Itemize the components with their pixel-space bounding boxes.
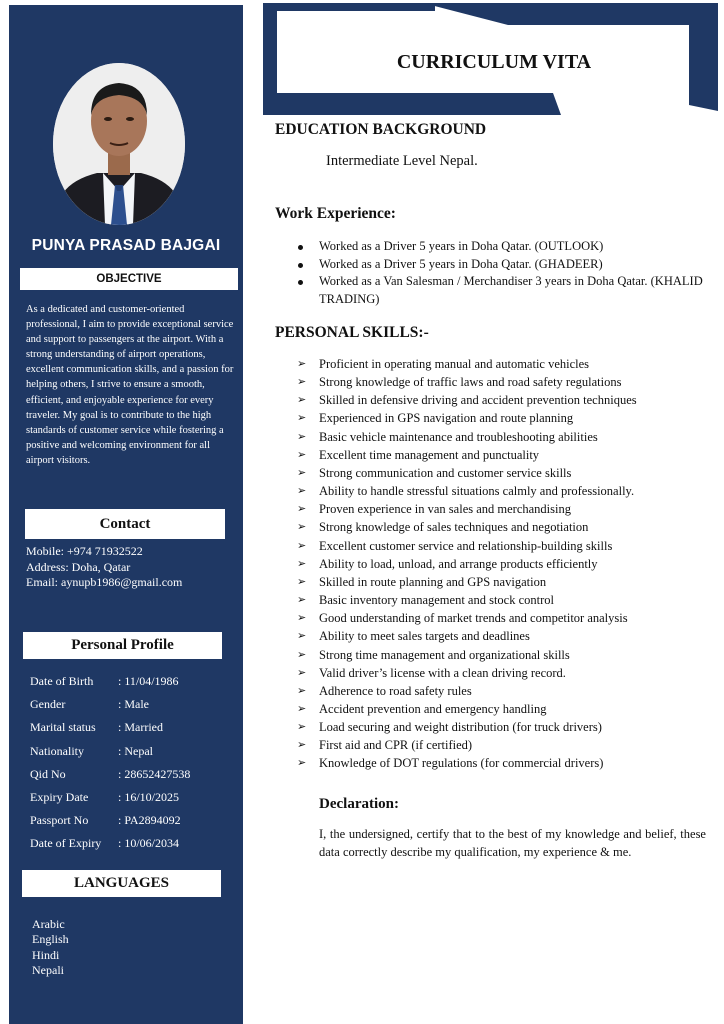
skill-item — [297, 518, 717, 536]
profile-label: Passport No — [30, 813, 89, 828]
skill-item — [297, 500, 717, 518]
profile-value: : 16/10/2025 — [118, 790, 180, 805]
arrow-bullet-icon: ➢ — [297, 665, 307, 679]
skill-item-text: Proficient in operating manual and automatic vehicles — [319, 357, 590, 371]
skill-item-text: Skilled in route planning and GPS navigation — [319, 574, 547, 589]
language-item: Arabic — [32, 917, 65, 931]
profile-label: Date of Expiry — [30, 836, 102, 851]
work-item-text: Worked as a Van Salesman / Merchandiser 3 years in Doha Qatar. (KHALID TRADING) — [319, 274, 703, 306]
personal-profile-heading: Personal Profile — [23, 632, 222, 659]
contact-details — [26, 544, 182, 591]
personal-profile-table — [30, 670, 190, 856]
skill-item-text: Strong knowledge of sales techniques and negotiation — [319, 520, 589, 535]
profile-value: : 11/04/1986 — [118, 674, 179, 689]
objective-heading: OBJECTIVE — [20, 268, 238, 290]
arrow-bullet-icon: ➢ — [297, 357, 307, 370]
contact-mobile: Mobile: +974 71932522 — [26, 544, 143, 558]
profile-value: : 10/06/2034 — [118, 836, 180, 851]
skill-item — [297, 591, 717, 609]
arrow-bullet-icon: ➢ — [297, 538, 307, 552]
contact-address: Address: Doha, Qatar — [26, 559, 131, 574]
skill-item-text: Basic inventory management and stock control — [319, 593, 555, 608]
arrow-bullet-icon: ➢ — [297, 502, 307, 516]
skill-item — [297, 664, 717, 682]
skill-item-text: Strong knowledge of traffic laws and road safety regulations — [319, 375, 622, 390]
skill-item-text: Valid driver’s license with a clean driving record. — [319, 665, 566, 680]
language-item: English — [32, 932, 69, 947]
education-line: Intermediate Level Nepal. — [326, 153, 478, 169]
arrow-bullet-icon: ➢ — [297, 375, 307, 389]
languages-list — [32, 917, 69, 979]
skill-item — [297, 355, 717, 373]
arrow-bullet-icon: ➢ — [297, 647, 307, 661]
language-item: Nepali — [32, 963, 64, 978]
skill-item-text: Strong communication and customer service skills — [319, 465, 572, 480]
skill-item-text: Good understanding of market trends and competitor analysis — [319, 611, 628, 626]
profile-value: : Male — [118, 697, 149, 712]
work-item-text: Worked as a Driver 5 years in Doha Qatar. (GHADEER) — [319, 256, 603, 271]
work-item — [297, 238, 713, 256]
skill-item — [297, 718, 717, 736]
work-item — [297, 273, 713, 308]
skill-item — [297, 736, 717, 754]
profile-row — [30, 763, 190, 786]
profile-value: : 28652427538 — [118, 766, 191, 781]
profile-value: : Nepal — [118, 743, 153, 758]
arrow-bullet-icon: ➢ — [297, 411, 307, 425]
declaration-heading: Declaration: — [319, 796, 399, 812]
skill-item-text: Ability to meet sales targets and deadlines — [319, 629, 530, 644]
contact-heading: Contact — [25, 509, 225, 539]
bullet-dot-icon — [298, 280, 303, 285]
language-item: Hindi — [32, 947, 60, 962]
candidate-name: PUNYA PRASAD BAJGAI — [31, 237, 221, 254]
profile-photo — [53, 63, 185, 225]
skill-item — [297, 609, 717, 627]
skill-item-text: Basic vehicle maintenance and troubleshooting abilities — [319, 429, 598, 444]
profile-label: Qid No — [30, 766, 66, 781]
skill-item-text: Proven experience in van sales and merchandising — [319, 502, 571, 517]
arrow-bullet-icon: ➢ — [297, 756, 307, 770]
education-heading: EDUCATION BACKGROUND — [275, 121, 487, 138]
arrow-bullet-icon: ➢ — [297, 683, 307, 697]
personal-skills-heading: PERSONAL SKILLS:- — [275, 324, 429, 341]
arrow-bullet-icon: ➢ — [297, 556, 307, 570]
skill-item — [297, 682, 717, 700]
skill-item-text: Ability to handle stressful situations calmly and professionally. — [319, 484, 635, 499]
profile-label: Marital status — [30, 720, 96, 735]
skill-item-text: Strong time management and organizational skills — [319, 647, 570, 662]
profile-row — [30, 740, 190, 763]
work-item — [297, 256, 713, 274]
skill-item — [297, 646, 717, 664]
skill-item — [297, 754, 717, 772]
arrow-bullet-icon: ➢ — [297, 629, 307, 643]
skill-item — [297, 700, 717, 718]
skill-item — [297, 428, 717, 446]
skill-item-text: Excellent time management and punctuality — [319, 447, 540, 462]
bullet-dot-icon — [298, 263, 303, 268]
profile-row — [30, 670, 190, 693]
work-experience-list — [297, 238, 713, 308]
skill-item — [297, 537, 717, 555]
skill-item — [297, 464, 717, 482]
skill-item-text: Accident prevention and emergency handling — [319, 701, 547, 716]
work-item-text: Worked as a Driver 5 years in Doha Qatar. (OUTLOOK) — [319, 239, 604, 253]
declaration-text: I, the undersigned, certify that to the best of my knowledge and belief, these data correctly describe my qualification, my experience & me. — [319, 827, 706, 860]
profile-row — [30, 786, 190, 809]
arrow-bullet-icon: ➢ — [297, 465, 307, 479]
skill-item-text: Ability to load, unload, and arrange products efficiently — [319, 556, 598, 571]
profile-label: Nationality — [30, 743, 84, 758]
profile-label: Gender — [30, 697, 66, 712]
arrow-bullet-icon: ➢ — [297, 520, 307, 534]
arrow-bullet-icon: ➢ — [297, 611, 307, 625]
skill-item — [297, 482, 717, 500]
skill-item-text: Adherence to road safety rules — [319, 683, 472, 698]
arrow-bullet-icon: ➢ — [297, 429, 307, 443]
profile-row — [30, 693, 190, 716]
work-experience-heading: Work Experience: — [275, 205, 396, 222]
skill-item-text: Skilled in defensive driving and accident prevention techniques — [319, 393, 637, 408]
languages-heading: LANGUAGES — [22, 870, 221, 897]
skill-item-text: Excellent customer service and relationship-building skills — [319, 538, 613, 553]
arrow-bullet-icon: ➢ — [297, 574, 307, 588]
arrow-bullet-icon: ➢ — [297, 393, 307, 407]
profile-value: : Married — [118, 720, 163, 735]
bullet-dot-icon — [298, 245, 303, 250]
arrow-bullet-icon: ➢ — [297, 484, 307, 498]
arrow-bullet-icon: ➢ — [297, 720, 307, 734]
skill-item-text: Experienced in GPS navigation and route planning — [319, 411, 574, 426]
arrow-bullet-icon: ➢ — [297, 701, 307, 715]
arrow-bullet-icon: ➢ — [297, 738, 307, 752]
skill-item — [297, 373, 717, 391]
skill-item — [297, 627, 717, 645]
skill-item-text: First aid and CPR (if certified) — [319, 738, 473, 753]
skill-item — [297, 573, 717, 591]
profile-row — [30, 809, 190, 832]
skill-item — [297, 391, 717, 409]
contact-email: Email: aynupb1986@gmail.com — [26, 575, 183, 589]
profile-label: Date of Birth — [30, 674, 94, 689]
profile-row — [30, 716, 190, 739]
skill-item — [297, 555, 717, 573]
profile-value: : PA2894092 — [118, 813, 181, 828]
sidebar — [9, 5, 243, 1024]
skill-item — [297, 446, 717, 464]
arrow-bullet-icon: ➢ — [297, 593, 307, 607]
profile-row — [30, 832, 190, 855]
skill-item-text: Load securing and weight distribution (for truck drivers) — [319, 720, 602, 735]
skill-item — [297, 409, 717, 427]
objective-text: As a dedicated and customer-oriented professional, I aim to provide exceptional service and support to passengers at the airport. With a strong understanding of airport operations, excellent communication skills, and a passion for helping others, I strive to ensure a smooth, efficient, and enjoyable experience for every traveler. My goal is to contribute to the high standards of customer service while fostering a positive and welcoming environment for all airport visitors. — [26, 304, 234, 466]
skill-item-text: Knowledge of DOT regulations (for commercial drivers) — [319, 756, 604, 771]
profile-label: Expiry Date — [30, 790, 89, 805]
personal-skills-list — [297, 355, 717, 773]
arrow-bullet-icon: ➢ — [297, 447, 307, 461]
document-title: CURRICULUM VITA — [396, 51, 592, 73]
